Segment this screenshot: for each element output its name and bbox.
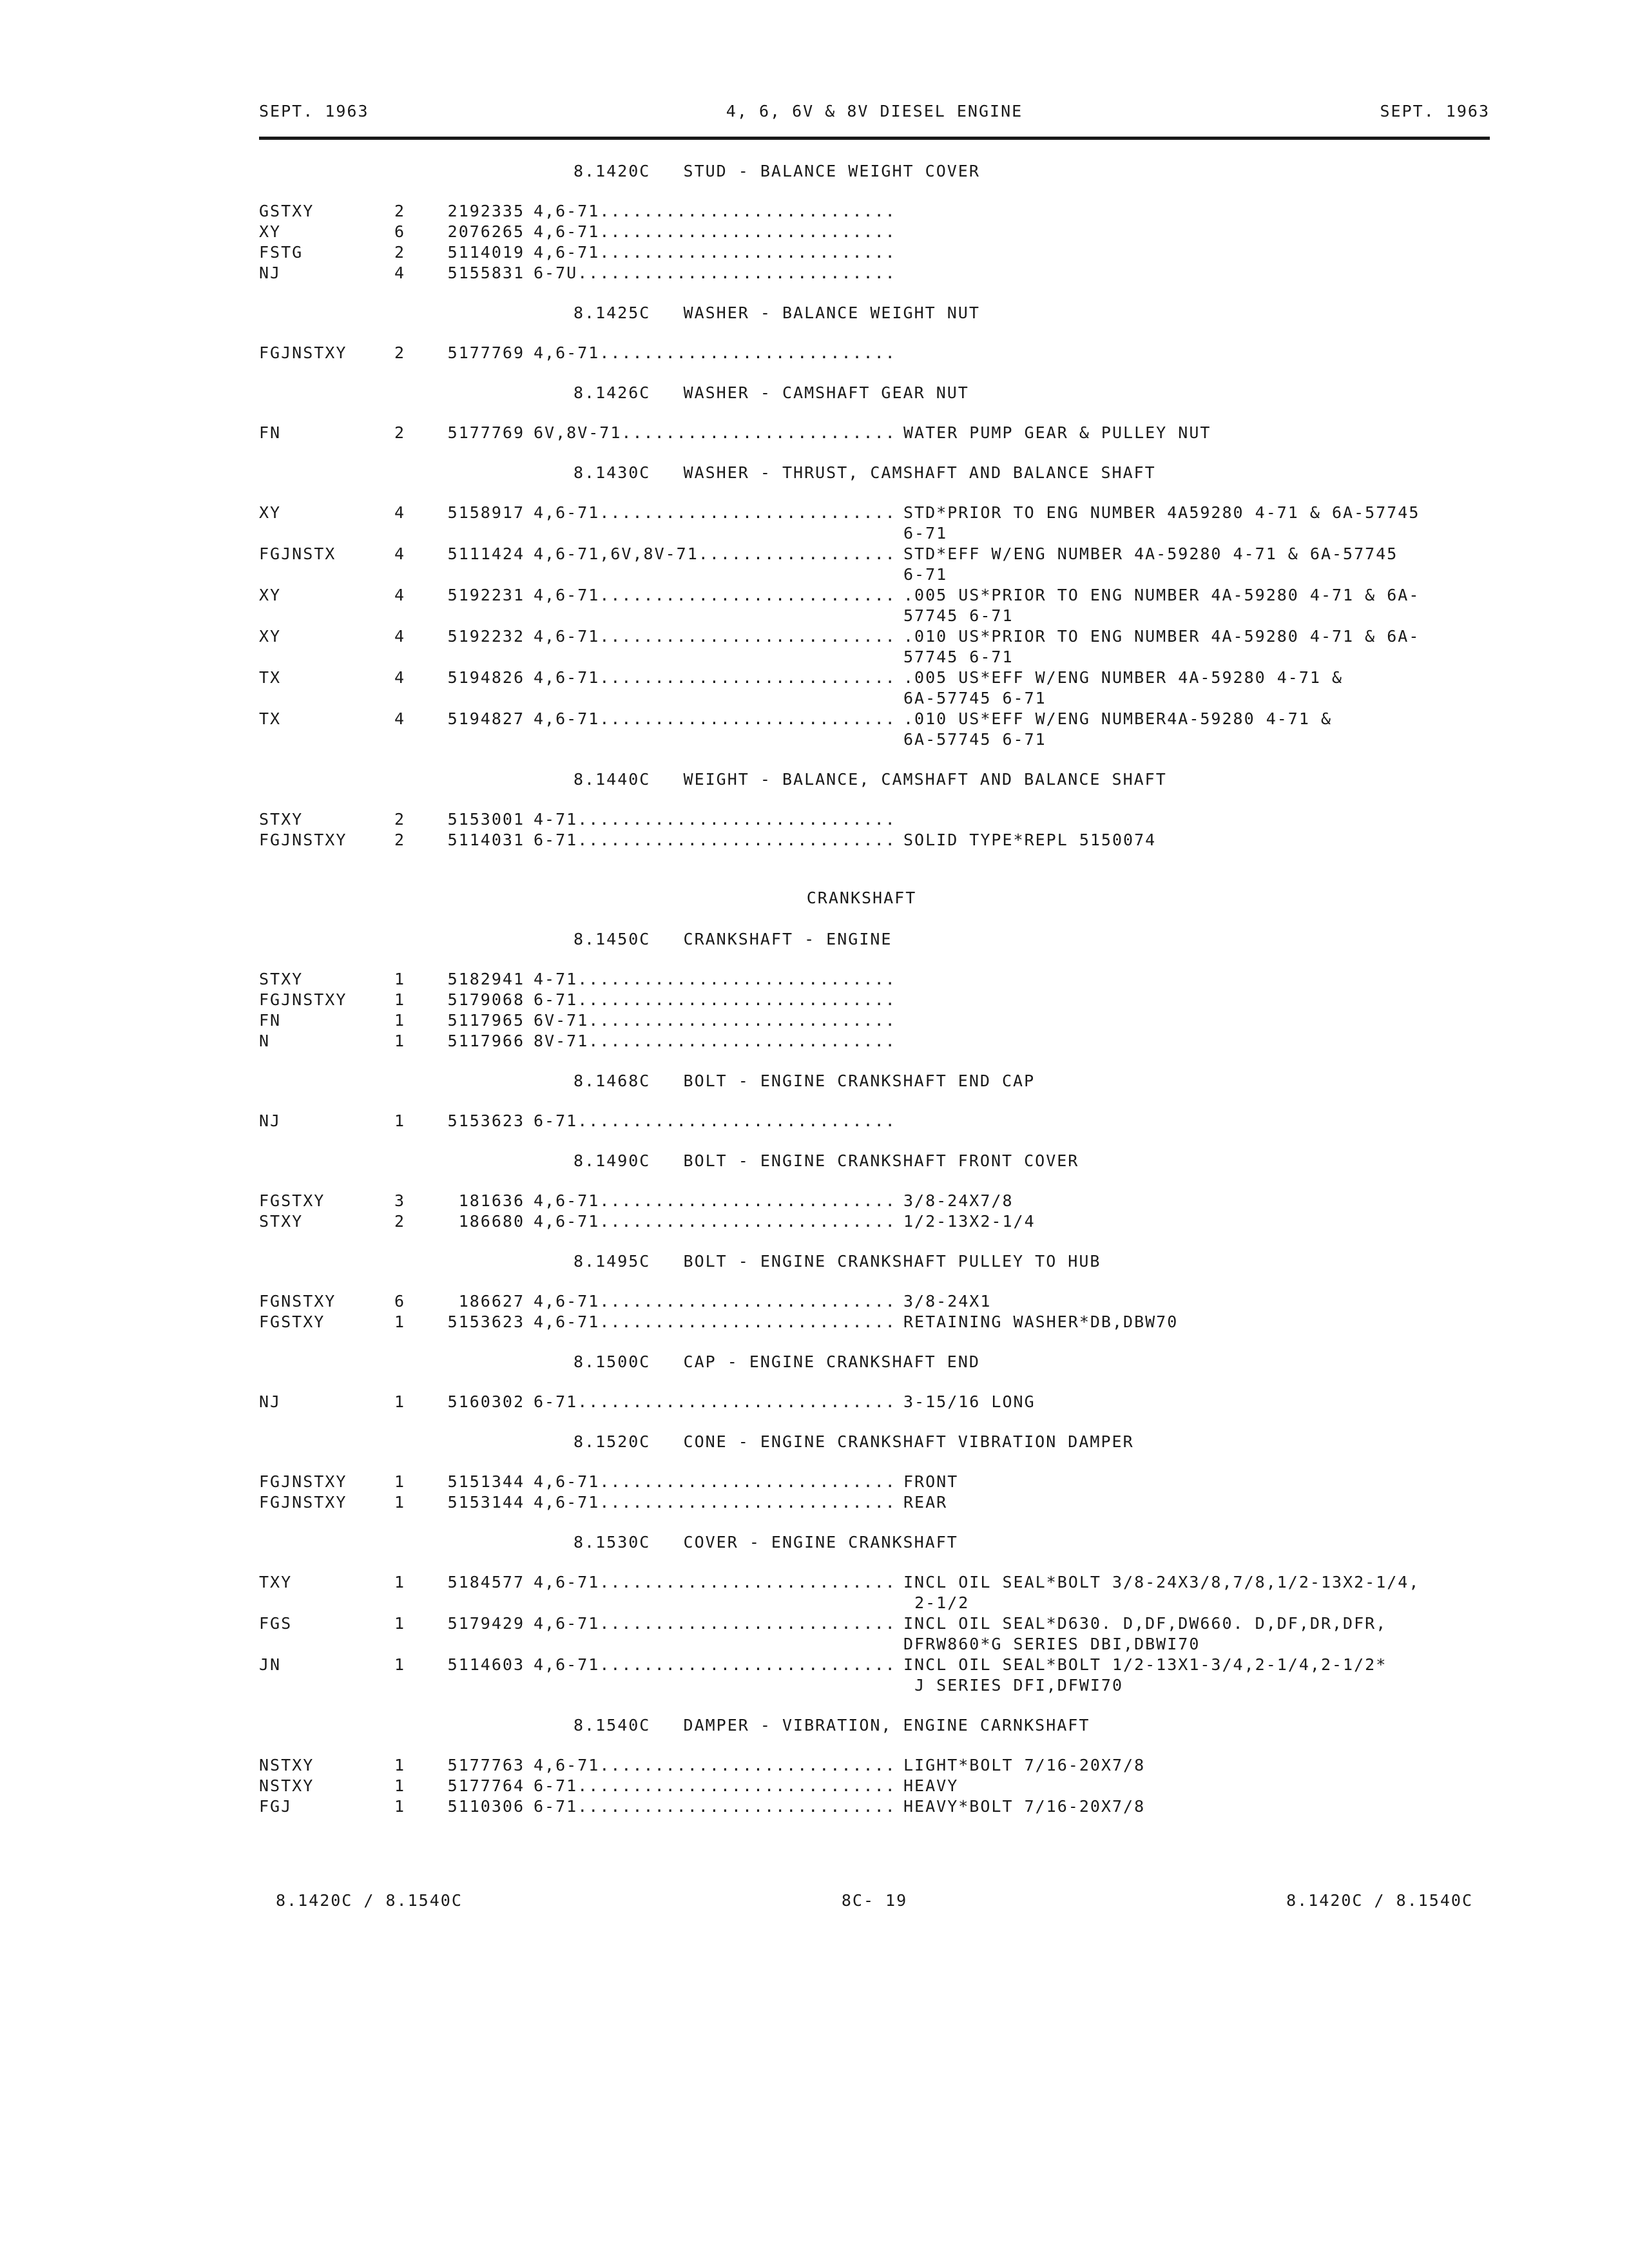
section-title: 8.1450C CRANKSHAFT - ENGINE [574,930,892,948]
engine-model [534,1572,903,1613]
header-date-right: SEPT. 1963 [1380,102,1490,120]
parts-section [259,160,1490,302]
part-number: 5114603 [447,1655,525,1674]
section-title: 8.1520C CONE - ENGINE CRANKSHAFT VIBRATION DAMPER [574,1432,1134,1451]
part-note: INCL OIL SEAL*D630. D,DF,DW660. D,DF,DR,DFR, DFRW860*G SERIES DBI,DBWI70 [903,1614,1387,1653]
quantity: 1 [394,1472,406,1491]
quantity: 2 [394,810,406,829]
model-code: FN [259,423,282,442]
quantity: 1 [394,1776,406,1795]
section-title: 8.1420C STUD - BALANCE WEIGHT COVER [574,162,980,180]
part-row [259,1796,1490,1817]
engine-model [534,1492,903,1513]
part-note: SOLID TYPE*REPL 5150074 [903,831,1157,849]
parts-section [259,461,1490,768]
model-code: FGJNSTX [259,544,336,563]
quantity: 1 [394,1614,406,1633]
part-note: 3/8-24X7/8 [903,1191,1014,1210]
part-number: 5177763 [447,1756,525,1774]
quantity: 1 [394,1111,406,1130]
part-note [903,969,1470,990]
part-row [259,242,1490,263]
leader-dots: ........................... [599,709,896,728]
engine-model-text: 6-71 [534,990,578,1009]
part-number: 5110306 [447,1797,525,1816]
leader-dots: ........................... [599,343,896,362]
engine-model [534,1211,903,1232]
part-number: 5153623 [447,1312,525,1331]
parts-section [259,1350,1490,1430]
part-note [903,1031,1470,1052]
quantity: 3 [394,1191,406,1210]
engine-model [534,222,903,242]
part-row [259,503,1490,544]
part-row [259,1211,1490,1232]
leader-dots: ........................... [599,1756,896,1774]
model-code: NJ [259,1111,282,1130]
part-row [259,201,1490,222]
engine-model-text: 4,6-71 [534,202,600,220]
part-note: LIGHT*BOLT 7/16-20X7/8 [903,1756,1146,1774]
section-title: 8.1430C WASHER - THRUST, CAMSHAFT AND BALANCE SHAFT [574,463,1156,482]
parts-section [259,768,1490,869]
model-code: FGS [259,1614,293,1633]
engine-model [534,668,903,709]
page-footer [259,1891,1490,1917]
engine-model [534,242,903,263]
parts-section [259,1149,1490,1250]
part-row [259,1613,1490,1655]
model-code: FGJNSTXY [259,1472,347,1491]
leader-dots: ........................... [599,243,896,262]
engine-model-text: 8V-71 [534,1032,589,1050]
leader-dots: ............................. [577,970,896,988]
engine-model-text: 4,6-71 [534,1614,600,1633]
parts-section [259,381,1490,461]
part-number: 5153144 [447,1493,525,1512]
leader-dots: ............................. [577,990,896,1009]
quantity: 2 [394,202,406,220]
part-number: 5192231 [447,586,525,604]
engine-model-text: 6-71 [534,1111,578,1130]
part-note: .005 US*EFF W/ENG NUMBER 4A-59280 4-71 & 6A-57745 6-71 [903,668,1344,707]
engine-model-text: 4,6-71 [534,668,600,687]
part-row [259,668,1490,709]
quantity: 1 [394,1011,406,1030]
engine-model [534,1111,903,1131]
part-note [903,222,1470,242]
leader-dots: ........................... [599,1472,896,1491]
part-row [259,990,1490,1010]
model-code: XY [259,586,282,604]
engine-model [534,1796,903,1817]
engine-model-text: 4,6-71 [534,1655,600,1674]
leader-dots: ........................... [599,1614,896,1633]
part-note [903,1010,1470,1031]
part-row [259,626,1490,668]
category-heading: CRANKSHAFT [806,889,917,907]
part-row [259,1776,1490,1796]
model-code: NSTXY [259,1756,314,1774]
engine-model-text: 4,6-71 [534,1472,600,1491]
part-number: 5177769 [447,423,525,442]
engine-model-text: 6V-71 [534,1011,589,1030]
part-row [259,1291,1490,1312]
part-note: INCL OIL SEAL*BOLT 3/8-24X3/8,7/8,1/2-13X2-1/4, 2-1/2 [903,1573,1420,1612]
model-code: FGJNSTXY [259,1493,347,1512]
engine-model-text: 4,6-71,6V,8V-71 [534,544,699,563]
part-row [259,1392,1490,1412]
part-row [259,830,1490,850]
part-number: 5158917 [447,503,525,522]
engine-model [534,1010,903,1031]
part-note: 1/2-13X2-1/4 [903,1212,1036,1231]
engine-model-text: 6-71 [534,1776,578,1795]
model-code: FGJNSTXY [259,990,347,1009]
quantity: 1 [394,1032,406,1050]
part-row [259,809,1490,830]
engine-model-text: 4,6-71 [534,243,600,262]
engine-model [534,709,903,750]
engine-model-text: 4,6-71 [534,1493,600,1512]
engine-model [534,1776,903,1796]
quantity: 6 [394,1292,406,1311]
quantity: 2 [394,243,406,262]
part-note [903,201,1470,222]
engine-model-text: 4-71 [534,970,578,988]
engine-model [534,343,903,363]
leader-dots: ........................... [599,668,896,687]
engine-model-text: 4,6-71 [534,1191,600,1210]
part-note [903,809,1470,830]
engine-model [534,1613,903,1655]
engine-model [534,544,903,585]
leader-dots: ............................. [577,264,896,282]
model-code: JN [259,1655,282,1674]
part-number: 5160302 [447,1392,525,1411]
model-code: FSTG [259,243,304,262]
part-row [259,1312,1490,1332]
leader-dots: ........................... [599,1312,896,1331]
part-number: 5184577 [447,1573,525,1591]
section-title: 8.1468C BOLT - ENGINE CRANKSHAFT END CAP [574,1072,1036,1090]
model-code: FN [259,1011,282,1030]
leader-dots: ........................... [599,1212,896,1231]
section-title: 8.1425C WASHER - BALANCE WEIGHT NUT [574,303,980,322]
leader-dots: ............................ [588,1011,896,1030]
part-number: 5177764 [447,1776,525,1795]
part-note [903,343,1470,363]
engine-model [534,1031,903,1052]
part-row [259,1655,1490,1696]
leader-dots: ............................. [577,1392,896,1411]
part-row [259,1191,1490,1211]
engine-model-text: 6V,8V-71 [534,423,622,442]
engine-model [534,423,903,443]
quantity: 4 [394,586,406,604]
engine-model [534,830,903,850]
part-row [259,1755,1490,1776]
part-note: 3-15/16 LONG [903,1392,1036,1411]
quantity: 4 [394,709,406,728]
part-note [903,263,1470,284]
engine-model-text: 6-71 [534,1392,578,1411]
quantity: 1 [394,1756,406,1774]
part-note: HEAVY [903,1776,959,1795]
part-row [259,1111,1490,1131]
page-header [259,102,1490,140]
footer-range-left: 8.1420C / 8.1540C [276,1891,463,1910]
part-row [259,1572,1490,1613]
leader-dots: ........................... [599,1493,896,1512]
quantity: 2 [394,1212,406,1231]
part-note: REAR [903,1493,948,1512]
part-number: 5111424 [447,544,525,563]
part-number: 5179429 [447,1614,525,1633]
quantity: 2 [394,831,406,849]
leader-dots: ........................... [599,222,896,241]
quantity: 1 [394,1392,406,1411]
part-row [259,1472,1490,1492]
engine-model-text: 4,6-71 [534,503,600,522]
model-code: FGSTXY [259,1191,325,1210]
header-date-left: SEPT. 1963 [259,102,369,120]
leader-dots: ........................... [599,586,896,604]
part-note: 3/8-24X1 [903,1292,992,1311]
leader-dots: ............................. [577,810,896,829]
leader-dots: ........................... [599,503,896,522]
leader-dots: ............................. [577,1797,896,1816]
leader-dots: ............................. [577,1776,896,1795]
engine-model-text: 4,6-71 [534,709,600,728]
engine-model [534,1392,903,1412]
model-code: NSTXY [259,1776,314,1795]
model-code: NJ [259,264,282,282]
engine-model [534,1755,903,1776]
engine-model [534,1312,903,1332]
model-code: STXY [259,970,304,988]
part-number: 5179068 [447,990,525,1009]
part-number: 5192232 [447,627,525,646]
engine-model [534,1472,903,1492]
engine-model [534,1655,903,1696]
quantity: 4 [394,264,406,282]
leader-dots: .................. [698,544,896,563]
part-number: 5155831 [447,264,525,282]
part-row [259,343,1490,363]
leader-dots: ............................. [577,1111,896,1130]
part-note: RETAINING WASHER*DB,DBW70 [903,1312,1179,1331]
model-code: GSTXY [259,202,314,220]
model-code: NJ [259,1392,282,1411]
part-number: 186627 [458,1292,525,1311]
model-code: N [259,1032,271,1050]
parts-section [259,1531,1490,1714]
leader-dots: ............................ [588,1032,896,1050]
quantity: 1 [394,970,406,988]
leader-dots: ........................... [599,1191,896,1210]
leader-dots: ........................... [599,202,896,220]
header-title: 4, 6, 6V & 8V DIESEL ENGINE [726,102,1023,120]
part-number: 2076265 [447,222,525,241]
section-title: 8.1540C DAMPER - VIBRATION, ENGINE CARNKSHAFT [574,1716,1090,1735]
part-row [259,1010,1490,1031]
engine-model [534,990,903,1010]
model-code: FGJNSTXY [259,343,347,362]
part-row [259,222,1490,242]
engine-model-text: 6-71 [534,1797,578,1816]
part-row [259,585,1490,626]
part-row [259,1492,1490,1513]
engine-model-text: 6-7U [534,264,578,282]
parts-section [259,1430,1490,1531]
part-row [259,969,1490,990]
leader-dots: ........................... [599,1655,896,1674]
engine-model [534,503,903,544]
model-code: TXY [259,1573,293,1591]
part-row [259,423,1490,443]
footer-page-number: 8C- 19 [841,1891,908,1910]
section-title: 8.1490C BOLT - ENGINE CRANKSHAFT FRONT COVER [574,1151,1079,1170]
engine-model [534,1291,903,1312]
engine-model [534,809,903,830]
model-code: XY [259,627,282,646]
quantity: 1 [394,1655,406,1674]
footer-range-right: 8.1420C / 8.1540C [1286,1891,1473,1910]
engine-model-text: 4,6-71 [534,1756,600,1774]
engine-model-text: 4,6-71 [534,222,600,241]
quantity: 4 [394,668,406,687]
part-number: 5114019 [447,243,525,262]
leader-dots: ........................... [599,1292,896,1311]
part-row [259,1031,1490,1052]
part-note: STD*EFF W/ENG NUMBER 4A-59280 4-71 & 6A-57745 6-71 [903,544,1398,584]
part-number: 5182941 [447,970,525,988]
part-number: 5117965 [447,1011,525,1030]
part-row [259,709,1490,750]
engine-model-text: 4,6-71 [534,1312,600,1331]
engine-model-text: 6-71 [534,831,578,849]
part-number: 5151344 [447,1472,525,1491]
engine-model [534,263,903,284]
part-note: WATER PUMP GEAR & PULLEY NUT [903,423,1211,442]
parts-section [259,1250,1490,1350]
model-code: STXY [259,810,304,829]
part-note: INCL OIL SEAL*BOLT 1/2-13X1-3/4,2-1/4,2-1/2* J SERIES DFI,DFWI70 [903,1655,1387,1695]
engine-model-text: 4,6-71 [534,586,600,604]
parts-section [259,1070,1490,1149]
engine-model [534,1191,903,1211]
engine-model-text: 4,6-71 [534,343,600,362]
part-number: 186680 [458,1212,525,1231]
section-title: 8.1426C WASHER - CAMSHAFT GEAR NUT [574,383,969,402]
quantity: 1 [394,1493,406,1512]
quantity: 1 [394,1797,406,1816]
part-number: 5153623 [447,1111,525,1130]
quantity: 2 [394,343,406,362]
model-code: TX [259,668,282,687]
parts-section [259,302,1490,381]
part-note: HEAVY*BOLT 7/16-20X7/8 [903,1797,1146,1816]
part-number: 5114031 [447,831,525,849]
leader-dots: ........................... [599,1573,896,1591]
part-note: .010 US*PRIOR TO ENG NUMBER 4A-59280 4-71 & 6A- 57745 6-71 [903,627,1420,666]
quantity: 4 [394,627,406,646]
model-code: FGJ [259,1797,293,1816]
quantity: 6 [394,222,406,241]
parts-section [259,928,1490,1070]
section-title: 8.1495C BOLT - ENGINE CRANKSHAFT PULLEY TO HUB [574,1252,1101,1271]
engine-model [534,201,903,222]
quantity: 1 [394,990,406,1009]
engine-model [534,585,903,626]
quantity: 4 [394,503,406,522]
quantity: 2 [394,423,406,442]
model-code: TX [259,709,282,728]
part-number: 5153001 [447,810,525,829]
quantity: 1 [394,1312,406,1331]
part-note: .010 US*EFF W/ENG NUMBER4A-59280 4-71 & 6A-57745 6-71 [903,709,1332,749]
model-code: STXY [259,1212,304,1231]
section-title: 8.1440C WEIGHT - BALANCE, CAMSHAFT AND BALANCE SHAFT [574,770,1167,789]
part-number: 5177769 [447,343,525,362]
part-number: 2192335 [447,202,525,220]
part-note: .005 US*PRIOR TO ENG NUMBER 4A-59280 4-71 & 6A- 57745 6-71 [903,586,1420,625]
part-number: 5194826 [447,668,525,687]
leader-dots: ........................... [599,627,896,646]
engine-model-text: 4-71 [534,810,578,829]
leader-dots: ............................. [577,831,896,849]
part-note: STD*PRIOR TO ENG NUMBER 4A59280 4-71 & 6A-57745 6-71 [903,503,1420,543]
model-code: XY [259,222,282,241]
model-code: FGJNSTXY [259,831,347,849]
part-row [259,263,1490,284]
section-title: 8.1500C CAP - ENGINE CRANKSHAFT END [574,1352,980,1371]
part-note: FRONT [903,1472,959,1491]
engine-model-text: 4,6-71 [534,1212,600,1231]
model-code: XY [259,503,282,522]
model-code: FGNSTXY [259,1292,336,1311]
section-title: 8.1530C COVER - ENGINE CRANKSHAFT [574,1533,958,1552]
part-row [259,544,1490,585]
parts-list [259,160,1490,1835]
parts-section [259,1714,1490,1835]
engine-model [534,969,903,990]
engine-model-text: 4,6-71 [534,1292,600,1311]
leader-dots: ......................... [621,423,896,442]
part-note [903,990,1470,1010]
engine-model [534,626,903,668]
part-note [903,242,1470,263]
part-number: 5117966 [447,1032,525,1050]
model-code: FGSTXY [259,1312,325,1331]
quantity: 1 [394,1573,406,1591]
engine-model-text: 4,6-71 [534,1573,600,1591]
engine-model-text: 4,6-71 [534,627,600,646]
part-number: 181636 [458,1191,525,1210]
part-note [903,1111,1470,1131]
quantity: 4 [394,544,406,563]
part-number: 5194827 [447,709,525,728]
